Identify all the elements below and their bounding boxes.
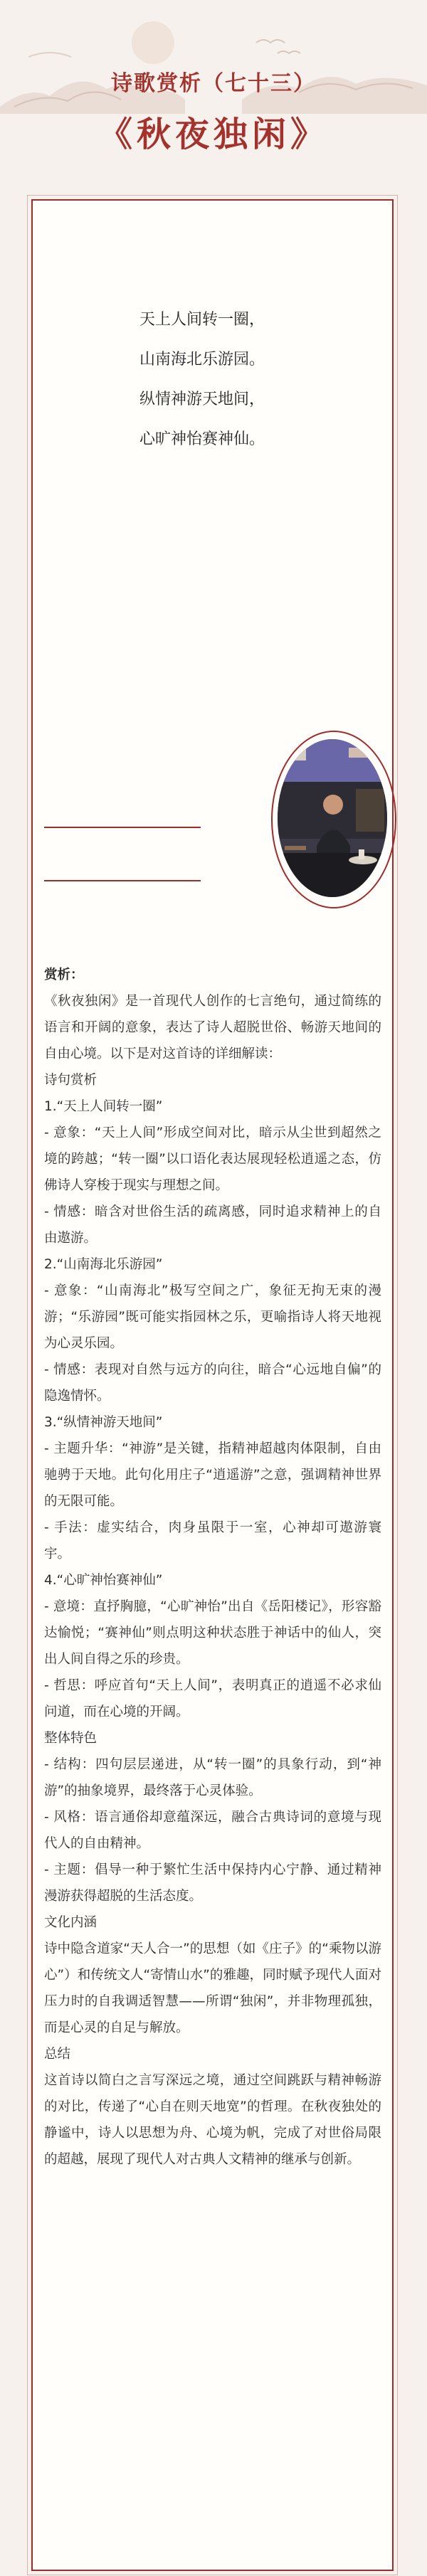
line-3-heading: 3.“纵情神游天地间” (44, 1415, 163, 1430)
line-2-imagery: - 意象：“山南海北”极写空间之广，象征无拘无束的漫游；“乐游园”既可能实指园林之乐，更喻指诗人将天地视为心灵乐园。 (44, 1283, 381, 1351)
line-4-mood: - 意境：直抒胸臆，“心旷神怡”出自《岳阳楼记》，形容豁达愉悦；“赛神仙”则点明这种状态胜于神话中的仙人，突出人间自得之乐的珍贵。 (44, 1599, 381, 1667)
divider-line-bottom (44, 880, 201, 881)
article-title: 《秋夜独闲》 (97, 115, 329, 154)
culture-text: 诗中隐含道家“天人合一”的思想（如《庄子》的“乘物以游心”）和传统文人“寄情山水”的雅趣，同时赋予现代人面对压力时的自我调适智慧——所谓“独闲”，并非物理孤独，而是心灵的自足与解放。 (44, 1941, 381, 2035)
feature-structure: - 结构：四句层层递进，从“转一圈”的具象行动，到“神游”的抽象境界，最终落于心灵体验。 (44, 1757, 381, 1798)
section-title-culture: 文化内涵 (44, 1915, 97, 1930)
line-1-heading: 1.“天上人间转一圈” (44, 1099, 163, 1114)
line-3-technique: - 手法：虚实结合，肉身虽限于一室，心神却可遨游寰宇。 (44, 1520, 381, 1562)
line-1-imagery: - 意象：“天上人间”形成空间对比，暗示从尘世到超然之境的跨越；“转一圈”以口语化表达展现轻松逍遥之态，仿佛诗人穿梭于现实与理想之间。 (44, 1125, 381, 1193)
content-frame (31, 199, 394, 2571)
article-subtitle: 诗歌赏析（七十三） (111, 71, 316, 96)
line-4-heading: 4.“心旷神怡赛神仙” (44, 1573, 163, 1588)
poem-line-2: 山南海北乐游园。 (139, 351, 265, 369)
analysis-label: 赏析： (44, 968, 84, 982)
line-2-emotion: - 情感：表现对自然与远方的向往，暗合“心远地自偏”的隐逸情怀。 (44, 1362, 381, 1404)
line-3-theme: - 主题升华：“神游”是关键，指精神超越肉体限制，自由驰骋于天地。此句化用庄子“逍遥游”之意，强调精神世界的无限可能。 (44, 1441, 381, 1509)
header (0, 0, 427, 192)
feature-style: - 风格：语言通俗却意蕴深远，融合古典诗词的意境与现代人的自由精神。 (44, 1810, 381, 1851)
analysis-intro: 《秋夜独闲》是一首现代人创作的七言绝句，通过简练的语言和开阔的意象，表达了诗人超脱世俗、畅游天地间的自由心境。以下是对这首诗的详细解读： (44, 994, 381, 1061)
section-title-features: 整体特色 (44, 1731, 97, 1746)
poem-line-4: 心旷神怡赛神仙。 (139, 430, 265, 448)
analysis (44, 962, 381, 2173)
section-title-summary: 总结 (44, 2047, 71, 2062)
poem-line-3: 纵情神游天地间， (139, 391, 265, 408)
line-4-philosophy: - 哲思：呼应首句“天上人间”，表明真正的逍遥不必求仙问道，而在心境的开阔。 (44, 1678, 381, 1719)
section-title-appreciation: 诗句赏析 (44, 1073, 97, 1088)
summary-text: 这首诗以简白之言写深远之境，通过空间跳跃与精神畅游的对比，传递了“心自在则天地宽”的哲理。在秋夜独处的静谧中，诗人以思想为舟、心境为帆，完成了对世俗局限的超越，展现了现代人对古典人文精神的继承与创新。 (44, 2073, 381, 2167)
line-1-emotion: - 情感：暗含对世俗生活的疏离感，同时追求精神上的自由遨游。 (44, 1204, 381, 1246)
line-2-heading: 2.“山南海北乐游园” (44, 1257, 163, 1272)
divider-line-top (44, 827, 201, 828)
poem-line-1: 天上人间转一圈， (139, 311, 265, 329)
feature-theme: - 主题：倡导一种于繁忙生活中保持内心宁静、通过精神漫游获得超脱的生活态度。 (44, 1862, 381, 1904)
poem (139, 300, 265, 460)
person-photo-icon (278, 739, 387, 897)
